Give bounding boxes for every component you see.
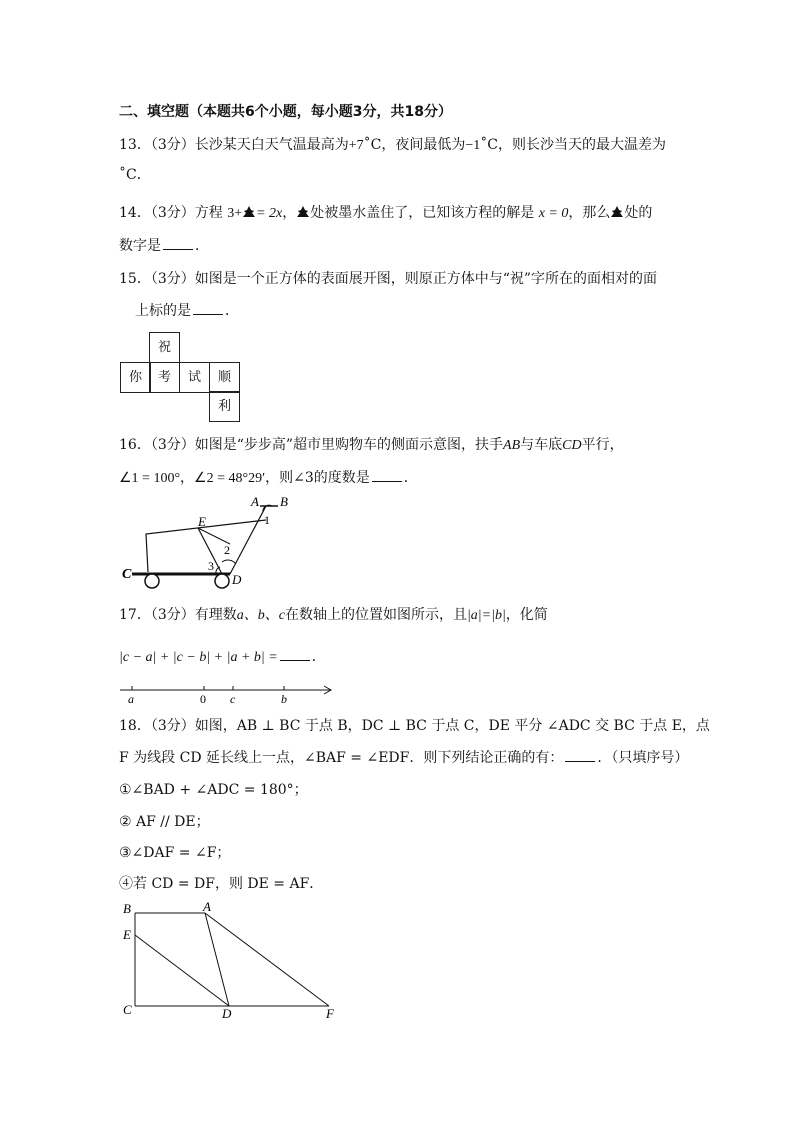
label-c: C <box>123 1002 132 1017</box>
label-d: D <box>232 572 242 587</box>
q16-cd: CD <box>562 438 582 453</box>
question-18-line-1: 18．（3分）如图，AB ⊥ BC 于点 B，DC ⊥ BC 于点 C，DE 平分 ∠ADC 交 BC 于点 E，点 <box>119 718 710 734</box>
cart-body <box>146 520 266 572</box>
axis-label-b: b <box>281 692 287 706</box>
label-e: E <box>198 514 206 529</box>
q16-angle2: ∠2 = 48°29′ <box>194 471 266 486</box>
q14-tail: ，那么 <box>568 205 611 221</box>
q14-mid-text: 处被墨水盖住了，已知该方程的解是 <box>310 205 535 221</box>
q15-line2: 上标的是 <box>135 303 191 319</box>
wheel-left <box>145 574 159 588</box>
q18-text-b: ．（只填序号） <box>597 750 689 766</box>
q17-condition: |a|=|b| <box>466 608 506 623</box>
ink-blot-icon <box>296 205 310 219</box>
q15-end: ． <box>225 303 239 319</box>
label-e: E <box>123 927 131 942</box>
question-17-line-1 <box>119 605 548 626</box>
q17-text-a: 17．（3分）有理数 <box>119 607 237 623</box>
question-16-line-1 <box>119 435 624 456</box>
question-13-line-1 <box>119 135 666 156</box>
q14-prefix: 14．（3分）方程 <box>119 205 223 221</box>
q16-angle1: ∠1 = 100° <box>119 471 181 486</box>
geometry-diagram <box>118 900 348 1025</box>
section-title: 二、填空题（本题共6个小题，每小题3分，共18分） <box>119 104 452 120</box>
q18-option-2: ② AF // DE； <box>119 814 210 830</box>
ink-blot-icon <box>242 205 256 219</box>
q16-text-a: 16．（3分）如图是“步步高”超市里购物车的侧面示意图，扶手 <box>119 437 504 453</box>
segment-ed <box>135 935 229 1006</box>
q16-tail: ，则∠3的度数是 <box>265 470 370 486</box>
segment-ad <box>205 913 229 1006</box>
question-14-line-2 <box>119 236 209 256</box>
q14-eq-right: = 2x <box>256 206 283 221</box>
label-b: B <box>123 901 131 916</box>
answer-blank <box>565 749 595 762</box>
q14-tail-2: 处的 <box>624 205 653 221</box>
cube-net-cell: 祝 <box>149 332 180 363</box>
axis-label-c: c <box>230 692 236 706</box>
q18-option-1: ①∠BAD + ∠ADC = 180°； <box>119 782 308 798</box>
q17-text-c: ，化简 <box>505 607 548 623</box>
cube-net-cell: 试 <box>179 362 210 393</box>
question-15-line-1: 15．（3分）如图是一个正方体的表面展开图，则原正方体中与“祝”字所在的面相对的面 <box>119 271 658 287</box>
axis-label-zero: 0 <box>200 692 206 706</box>
question-17-line-2 <box>119 647 326 668</box>
q14-comma: ， <box>282 205 297 221</box>
q13-text-a: 13．（3分）长沙某天白天气温最高为 <box>119 137 349 153</box>
q17-vars: a、b、c <box>236 608 285 623</box>
label-c: C <box>122 567 132 582</box>
answer-blank <box>280 648 310 661</box>
cube-net <box>120 332 240 422</box>
q16-sep: ， <box>180 470 195 486</box>
label-1: 1 <box>264 513 270 527</box>
q16-ab: AB <box>503 438 521 453</box>
q16-end: ． <box>403 470 418 486</box>
label-a: A <box>251 494 259 509</box>
cube-net-cell: 你 <box>120 362 151 393</box>
question-16-line-2 <box>119 468 418 489</box>
q16-text-c: 平行， <box>581 437 624 453</box>
q13-text-c: ˚C，则长沙当天的最大温差为 <box>480 137 666 153</box>
q13-temp-high: +7 <box>348 138 364 153</box>
cube-net-cell: 利 <box>209 391 240 422</box>
q18-text-a: F 为线段 CD 延长线上一点，∠BAF = ∠EDF．则下列结论正确的有： <box>119 750 564 766</box>
q18-option-3: ③∠DAF = ∠F； <box>119 845 231 861</box>
label-3: 3 <box>208 559 214 573</box>
question-14-line-1 <box>119 203 652 224</box>
question-13-line-2: ˚C． <box>119 167 151 183</box>
number-line <box>118 680 338 708</box>
wheel-right <box>215 574 229 588</box>
q13-text-b: ˚C，夜间最低为 <box>363 137 466 153</box>
label-a: A <box>203 900 211 914</box>
q14-line2: 数字是 <box>119 238 161 254</box>
label-2: 2 <box>224 543 230 557</box>
label-b: B <box>280 494 288 509</box>
cube-net-cell: 考 <box>149 362 180 393</box>
q17-text-b: 在数轴上的位置如图所示，且 <box>284 607 467 623</box>
shopping-cart-diagram <box>118 492 298 592</box>
segment-af <box>205 913 329 1006</box>
q13-temp-low: −1 <box>465 138 481 153</box>
q17-end: ． <box>311 649 326 665</box>
q17-expression: |c − a| + |c − b| + |a + b| = <box>119 650 278 665</box>
q14-end: ． <box>195 238 209 254</box>
answer-blank <box>193 302 223 315</box>
axis-label-a: a <box>128 692 134 706</box>
answer-blank <box>163 237 193 250</box>
angle-arc-2 <box>222 560 236 564</box>
question-18-line-2 <box>119 748 688 768</box>
label-f: F <box>326 1006 334 1021</box>
ink-blot-icon <box>610 205 624 219</box>
q18-option-4: ④若 CD = DF，则 DE = AF． <box>119 876 324 892</box>
answer-blank <box>372 469 402 482</box>
question-15-line-2 <box>135 301 239 321</box>
q14-eq-left: 3+ <box>227 206 243 221</box>
q16-text-b: 与车底 <box>520 437 563 453</box>
q14-solution: x = 0 <box>538 206 569 221</box>
label-d: D <box>222 1006 232 1021</box>
cube-net-cell: 顺 <box>209 362 240 393</box>
